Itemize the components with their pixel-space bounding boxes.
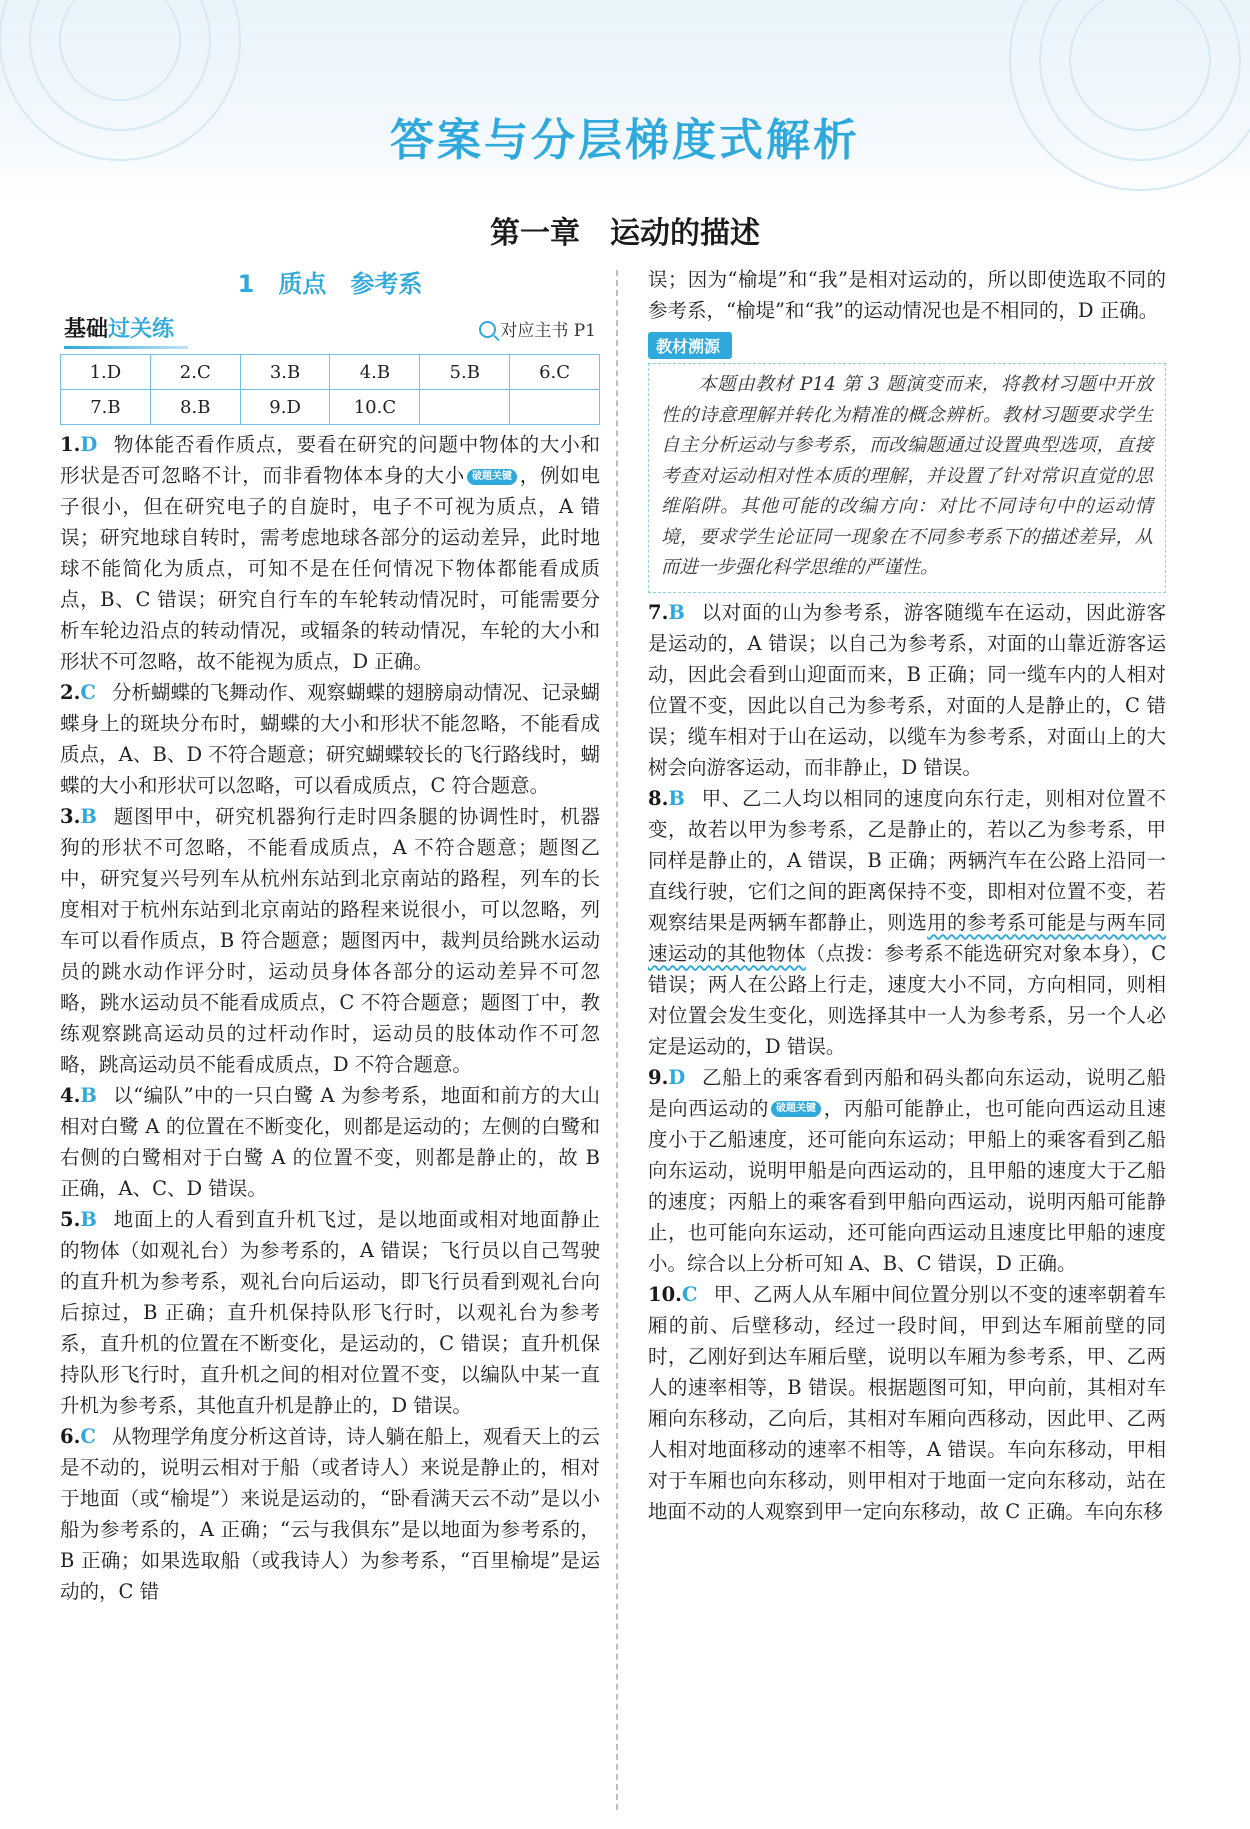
explanation-7 xyxy=(648,597,1166,783)
header-decoration xyxy=(0,0,1250,200)
answer-letter: D xyxy=(80,433,98,456)
explanation-text: 从物理学角度分析这首诗，诗人躺在船上，观看天上的云是不动的，说明云相对于船（或者诗人）来说是静止的，相对于地面（或“榆堤”）来说是运动的，“卧看满天云不动”是以小船为参考系的，A 正确；“云与我俱东”是以地面为参考系的，B 正确；如果选取船（或我诗人）为参考系，“百里榆堤”是运动的，C 错 xyxy=(60,1425,600,1603)
answer-letter: B xyxy=(668,786,685,810)
column-divider xyxy=(616,270,618,1810)
textbook-source xyxy=(648,332,1166,593)
search-icon xyxy=(479,321,496,338)
answer-letter: B xyxy=(80,1208,97,1231)
explanation-text: 分析蝴蝶的飞舞动作、观察蝴蝶的翅膀扇动情况、记录蝴蝶身上的斑块分布时，蝴蝶的大小和形状不能忽略，不能看成质点，A、B、D 不符合题意；研究蝴蝶较长的飞行路线时，蝴蝶的大小和形状可以忽略，可以看成质点，C 符合题意。 xyxy=(60,681,600,797)
explanation-8 xyxy=(648,783,1166,1062)
explanation-3 xyxy=(60,801,600,1080)
main-title: 答案与分层梯度式解析 xyxy=(390,115,860,166)
explanation-6-continued: 误；因为“榆堤”和“我”是相对运动的，所以即使选取不同的参考系，“榆堤”和“我”的运动情况也是不相同的，D 正确。 xyxy=(648,268,1166,322)
answer-cell xyxy=(420,390,510,425)
answer-cell: 2.C xyxy=(150,355,240,390)
explanation-text: 题图甲中，研究机器狗行走时四条腿的协调性时，机器狗的形状不可忽略，不能看成质点，A 不符合题意；题图乙中，研究复兴号列车从杭州东站到北京南站的路程，列车的长度相对于杭州东站到北京南站的路程来说很小，可以忽略，列车可以看作质点，B 符合题意；题图丙中，裁判员给跳水运动员的跳水动作评分时，运动员身体各部分的运动差异不可忽略，跳水运动员不能看成质点，C 不符合题意；题图丁中，教练观察跳高运动员的过杆动作时，运动员的肢体动作不可忽略，跳高运动员不能看成质点，D 不符合题意。 xyxy=(60,805,600,1076)
explanation-4 xyxy=(60,1080,600,1204)
explanation-10 xyxy=(648,1279,1166,1527)
answer-letter: C xyxy=(80,681,96,704)
answer-letter: B xyxy=(80,805,97,828)
question-number: 1. xyxy=(60,433,81,456)
question-number: 7. xyxy=(648,600,669,624)
answer-row xyxy=(61,390,600,425)
key-point-badge: 破题关键 xyxy=(467,469,517,485)
basic-practice-label xyxy=(64,312,174,343)
explanation-text: 以对面的山为参考系，游客随缆车在运动，因此游客是运动的，A 错误；以自己为参考系，对面的山靠近游客运动，因此会看到山迎面而来，B 正确；同一缆车内的人相对位置不变，因此以自己为参考系，对面的人是静止的，C 错误；缆车相对于山在运动，以缆车为参考系，对面山上的大树会向游客运动，而非静止，D 错误。 xyxy=(648,600,1166,779)
question-number: 2. xyxy=(60,681,81,704)
question-number: 8. xyxy=(648,786,669,810)
explanation-6 xyxy=(60,1421,600,1607)
answer-cell: 10.C xyxy=(330,390,420,425)
book-reference xyxy=(479,316,596,341)
section-title: 1 质点 参考系 xyxy=(237,270,423,298)
answer-cell: 1.D xyxy=(61,355,151,390)
wavy-underlined-text: 用的参考系可能是与两车同速运动的其他物体 xyxy=(648,910,1166,965)
question-number: 9. xyxy=(648,1065,669,1089)
explanation-1 xyxy=(60,429,600,677)
basic-label-part1: 基础 xyxy=(64,317,109,342)
chapter-title: 第一章 运动的描述 xyxy=(490,216,760,251)
answer-cell: 3.B xyxy=(240,355,330,390)
explanation-text: 物体能否看作质点，要看在研究的问题中物体的大小和形状是否可忽略不计，而非看物体本身的大小 xyxy=(60,433,600,487)
answer-cell: 6.C xyxy=(510,355,600,390)
explanation-text: 甲、乙二人均以相同的速度向东行走，则相对位置不变，故若以甲为参考系，乙是静止的，若以乙为参考系，甲同样是静止的，A 错误，B 正确；两辆汽车在公路上沿同一直线行驶，它们之间的距离保持不变，即相对位置不变，若观察结果是两辆车都静止，则选 xyxy=(648,786,1166,934)
explanation-text: （点拨：参考系不能选研究对象本身），C 错误；两人在公路上行走，速度大小不同，方向相同，则相对位置会发生变化，则选择其中一人为参考系，另一个人必定是运动的，D 错误。 xyxy=(648,941,1166,1058)
textbook-source-tag: 教材溯源 xyxy=(648,332,732,359)
header-band xyxy=(0,0,1250,200)
explanation-5 xyxy=(60,1204,600,1421)
key-point-badge: 破题关键 xyxy=(771,1101,821,1117)
basic-practice-header xyxy=(60,310,600,348)
answer-cell xyxy=(510,390,600,425)
answer-cell: 8.B xyxy=(150,390,240,425)
answer-letter: B xyxy=(668,600,685,624)
left-column xyxy=(60,264,600,1607)
textbook-source-box xyxy=(648,363,1166,593)
book-reference-text: 对应主书 P1 xyxy=(500,321,596,341)
answer-cell: 9.D xyxy=(240,390,330,425)
explanation-text: 甲、乙两人从车厢中间位置分别以不变的速率朝着车厢的前、后壁移动，经过一段时间，甲到达车厢前壁的同时，乙刚好到达车厢后壁，说明以车厢为参考系，甲、乙两人的速率相等，B 错误。根据题图可知，甲向前，其相对车厢向东移动，乙向后，其相对车厢向西移动，因此甲、乙两人相对地面移动的速率不相等，A 错误。车向东移动，甲相对于车厢也向东移动，则甲相对于地面一定向东移动，站在地面不动的人观察到甲一定向东移动，故 C 正确。车向东移 xyxy=(648,1282,1166,1523)
answer-letter: D xyxy=(668,1065,686,1089)
question-number: 3. xyxy=(60,805,81,828)
question-number: 6. xyxy=(60,1425,81,1448)
answer-letter: B xyxy=(80,1084,97,1107)
right-column xyxy=(648,264,1166,1527)
question-number: 4. xyxy=(60,1084,81,1107)
explanation-text: ，例如电子很小，但在研究电子的自旋时，电子不可视为质点，A 错误；研究地球自转时，需考虑地球各部分的运动差异，此时地球不能简化为质点，可知不是在任何情况下物体都能看成质点，B、C 错误；研究自行车的车轮转动情况时，可能需要分析车轮边沿点的转动情况，或辐条的转动情况，车轮的大小和形状不可忽略，故不能视为质点，D 正确。 xyxy=(60,464,600,673)
explanation-text: 以“编队”中的一只白鹭 A 为参考系，地面和前方的大山相对白鹭 A 的位置在不断变化，则都是运动的；左侧的白鹭和右侧的白鹭相对于白鹭 A 的位置不变，则都是静止的，故 B 正确，A、C、D 错误。 xyxy=(60,1084,600,1200)
explanation-2 xyxy=(60,677,600,801)
answer-table xyxy=(60,354,600,425)
explanation-text: 乙船上的乘客看到丙船和码头都向东运动，说明乙船是向西运动的 xyxy=(648,1065,1166,1120)
basic-label-part2: 过关练 xyxy=(108,317,175,342)
answer-cell: 4.B xyxy=(330,355,420,390)
explanation-text: ，丙船可能静止，也可能向西运动且速度小于乙船速度，还可能向东运动；甲船上的乘客看到乙船向东运动，说明甲船是向西运动的，且甲船的速度大于乙船的速度；丙船上的乘客看到甲船向西运动，说明丙船可能静止，也可能向东运动，还可能向西运动且速度比甲船的速度小。综合以上分析可知 A、B、C 错误，D 正确。 xyxy=(648,1096,1166,1275)
explanation-text: 地面上的人看到直升机飞过，是以地面或相对地面静止的物体（如观礼台）为参考系的，A 错误；飞行员以自己驾驶的直升机为参考系，观礼台向后运动，即飞行员看到观礼台向后掠过，B 正确；直升机保持队形飞行时，以观礼台为参考系，直升机的位置在不断变化，是运动的，C 错误；直升机保持队形飞行时，直升机之间的相对位置不变，以编队中某一直升机为参考系，其他直升机是静止的，D 错误。 xyxy=(60,1208,600,1417)
explanation-9 xyxy=(648,1062,1166,1279)
textbook-source-text: 本题由教材 P14 第 3 题演变而来，将教材习题中开放性的诗意理解并转化为精准的概念辨析。教材习题要求学生自主分析运动与参考系，而改编题通过设置典型选项，直接考查对运动相对性本质的理解，并设置了针对常识直觉的思维陷阱。其他可能的改编方向：对比不同诗句中的运动情境，要求学生论证同一现象在不同参考系下的描述差异，从而进一步强化科学思维的严谨性。 xyxy=(661,374,1153,578)
answer-cell: 7.B xyxy=(61,390,151,425)
question-number: 10. xyxy=(648,1282,682,1306)
answer-cell: 5.B xyxy=(420,355,510,390)
answer-letter: C xyxy=(681,1282,698,1306)
answer-row xyxy=(61,355,600,390)
answer-letter: C xyxy=(80,1425,96,1448)
question-number: 5. xyxy=(60,1208,81,1231)
